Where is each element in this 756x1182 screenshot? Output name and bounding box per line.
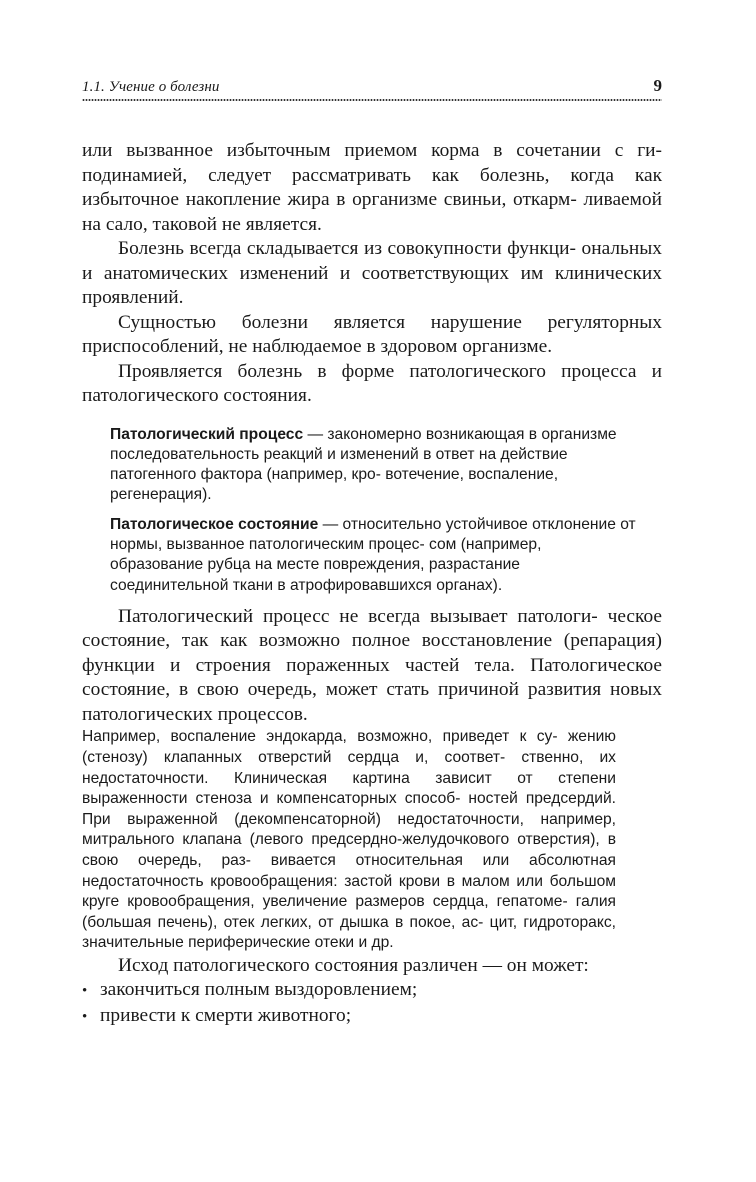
- list-item: [82, 978, 662, 1004]
- text-line: Сущностью болезни является нарушение регуляторных: [118, 311, 662, 333]
- text-line: кровообращения: застой крови в малом или большом круге: [82, 872, 616, 911]
- paragraph-outcome: Исход патологического состояния различен — он может:: [118, 954, 589, 976]
- text-line: предсердно-желудочкового отверстия), в свою очередь, раз-: [82, 831, 616, 869]
- text-line: недостаточности, например, митрального клапана (левого: [82, 810, 617, 849]
- main-text: [82, 139, 662, 1029]
- definition-term: Патологический процесс: [110, 425, 304, 443]
- outcome-list: [82, 978, 662, 1029]
- text-line: подинамией, следует рассматривать как болезнь, когда как: [82, 164, 662, 186]
- paragraph-disease-manifestation: [82, 360, 662, 409]
- text-line: ональных и анатомических изменений и соответствующих: [82, 238, 662, 284]
- definitions-block: [110, 425, 638, 596]
- paragraph-disease-composition: [82, 237, 662, 311]
- text-line: — закономерно возникающая: [303, 425, 525, 443]
- list-item-text: закончиться полным выздоровлением;: [100, 979, 418, 1001]
- text-line: вотечение, воспаление, регенерация).: [110, 466, 559, 504]
- text-line: ливаемой на сало, таковой не является.: [82, 189, 662, 235]
- text-line: ностей предсердий. При выраженной (декомпенсаторной): [82, 790, 616, 828]
- text-line: Например, воспаление эндокарда, возможно, приведет к су-: [82, 728, 558, 746]
- text-line: Патологическое состояние, в свою очередь, может стать: [82, 654, 662, 701]
- running-title: 1.1. Учение о болезни: [82, 79, 220, 95]
- paragraph-continuation: [82, 139, 662, 237]
- text-line: или вызванное избыточным приемом корма в сочетании с ги-: [82, 140, 662, 161]
- list-item-text: привести к смерти животного;: [100, 1004, 352, 1026]
- text-line: в ответ на действие патогенного фактора (например, кро-: [110, 445, 568, 484]
- text-line: Проявляется болезнь в форме патологического процесса: [118, 360, 637, 382]
- definition-term: Патологическое состояние: [110, 515, 319, 533]
- text-line: Болезнь всегда складывается из совокупности функци-: [118, 238, 577, 259]
- paragraph-process-vs-state: [82, 605, 662, 728]
- text-line: избыточное накопление жира в организме свиньи, откарм-: [82, 189, 577, 210]
- definition-pathological-state: [110, 515, 638, 596]
- bullet-icon: •: [82, 983, 88, 1000]
- text-line: ственно, их недостаточности. Клиническая картина зависит: [82, 748, 616, 787]
- text-line: Патологический процесс не всегда вызывает патологи-: [118, 605, 598, 627]
- text-line: цит, гидроторакс, значительные периферические отеки и др.: [82, 913, 616, 952]
- example-block: [82, 727, 616, 954]
- text-line: в организме последовательность реакций и изменений: [110, 425, 617, 463]
- text-line: разрастание соединительной ткани в атрофировавшихся: [110, 556, 520, 594]
- text-line: от степени выраженности стеноза и компенсаторных способ-: [82, 769, 616, 808]
- text-line: и патологического состояния.: [82, 360, 663, 406]
- text-line: жению (стенозу) клапанных отверстий сердца и, соответ-: [82, 728, 616, 766]
- text-line: вивается относительная или абсолютная недостаточность: [82, 851, 616, 890]
- book-page: [82, 70, 662, 1029]
- text-line: ческое состояние, так как возможно полное восстановление: [82, 605, 662, 652]
- page-number: 9: [653, 76, 662, 95]
- text-line: сом (например, образование рубца на месте повреждения,: [110, 535, 542, 574]
- text-line: органах).: [436, 576, 503, 594]
- running-header: [82, 70, 662, 96]
- text-line: кровообращения, увеличение размеров сердца, гепатоме-: [127, 893, 568, 911]
- text-line: галия (большая печень), отек легких, от дышка в покое, ас-: [82, 893, 616, 931]
- bullet-icon: •: [82, 1008, 88, 1025]
- text-line: им клинических проявлений.: [82, 262, 663, 308]
- text-line: приспособлений, не наблюдаемое в здоровом организме.: [82, 336, 553, 357]
- list-item: [82, 1004, 662, 1030]
- paragraph-disease-essence: [82, 311, 662, 360]
- header-dotted-rule: [82, 98, 662, 102]
- text-line: (репарация) функции и строения пораженных частей тела.: [82, 630, 662, 676]
- text-line: отклонение от нормы, вызванное патологическим процес-: [110, 515, 636, 553]
- definition-pathological-process: [110, 425, 638, 506]
- text-line: причиной развития новых патологических процессов.: [82, 679, 662, 725]
- text-line: — относительно устойчивое: [318, 515, 528, 533]
